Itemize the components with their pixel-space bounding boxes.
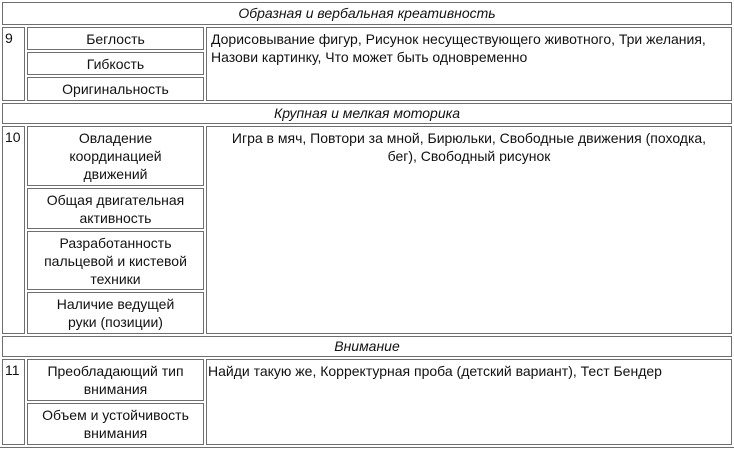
section-header-attention <box>2 336 732 357</box>
methods-text: Найди такую же, Корректурная проба (детский вариант), Тест Бендер <box>208 363 662 379</box>
row-number: 11 <box>5 362 20 378</box>
methods-text: Игра в мяч, Повтори за мной, Бирюльки, Свободные движения (походка, бег), Свободный рисунок <box>231 130 707 164</box>
methods-cell <box>206 126 732 334</box>
criterion-cell <box>27 231 204 290</box>
criterion-label: Объем и устойчивость внимания <box>42 407 189 441</box>
criterion-cell <box>27 292 204 334</box>
criterion-label: Наличие ведущей руки (позиции) <box>56 296 175 330</box>
criterion-cell <box>27 52 204 75</box>
section-header-creativity <box>2 2 732 25</box>
criterion-label: Овладение координацией движений <box>69 130 162 182</box>
criterion-cell <box>27 359 204 401</box>
row-number-cell <box>2 359 25 445</box>
criterion-label: Разработанность пальцевой и кистевой техники <box>44 235 187 287</box>
criterion-cell <box>27 27 204 50</box>
methods-cell <box>206 359 732 445</box>
row-number-cell <box>2 27 25 101</box>
criterion-label: Беглость <box>86 31 145 47</box>
criterion-cell <box>27 126 204 186</box>
row-number: 9 <box>5 30 13 46</box>
section-title: Образная и вербальная креативность <box>238 5 496 21</box>
criterion-cell <box>27 77 204 101</box>
table-bottom-rule <box>0 447 734 448</box>
criterion-label: Оригинальность <box>62 81 169 97</box>
row-number-cell <box>2 126 25 334</box>
criterion-cell <box>27 188 204 229</box>
criterion-label: Общая двигательная активность <box>46 192 185 226</box>
criterion-label: Гибкость <box>86 56 145 72</box>
section-header-motor-skills <box>2 103 732 124</box>
row-number: 10 <box>5 129 21 145</box>
criterion-cell <box>27 403 204 445</box>
section-title: Внимание <box>334 338 400 354</box>
methods-text: Дорисовывание фигур, Рисунок несуществующего животного, Три желания, Назови картинку, Что может быть одновременно <box>211 31 706 65</box>
methods-cell <box>206 27 732 101</box>
section-title: Крупная и мелкая моторика <box>273 105 461 121</box>
criterion-label: Преобладающий тип внимания <box>47 363 184 397</box>
